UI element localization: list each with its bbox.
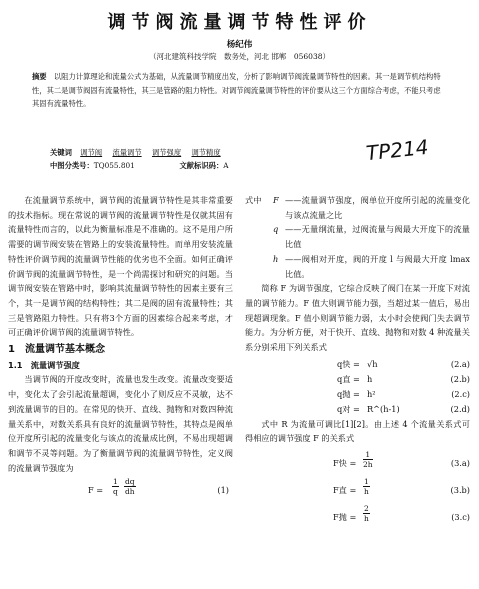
intro-paragraph: 在流量调节系统中，调节阀的流量调节特性是其非常重要的技术指标。现在常说的调节阀的流量调节特性是仅就其固有流量特性而言的，以此为衡量标准是不准确的。这不是用户所需要的调节阀安装在管路上的安装流量特性。而单用安装流量特性评价调节阀的流量调节性能的优劣也不全面。如何正确评价调节阀的流量调节特性，是一个尚需探讨和研究的问题。当调节阀安装在管路中时，影响其流量调节特性的因素主要有三个，其一是调节阀的结构特性；其二是阀的固有流量特性；其三是管路阻力特性。只有将3个方面的因素综合起来考虑，才可正确评价调节阀的流量调节特性。 [8, 195, 233, 338]
left-column [8, 193, 233, 501]
handwritten-annotation: TP214 [364, 134, 430, 166]
equation-1 [8, 477, 233, 501]
equation-2a: q快 = √h (2.a) [337, 358, 470, 369]
classification-line [50, 161, 229, 171]
doc-code-label: 文献标识码： [179, 161, 224, 170]
paper-title: 调节阀流量调节特性评价 [107, 12, 372, 33]
body-paragraph: 简称 F 为调节强度，它综合反映了阀门在某一开度下对流量的调节能力。F 值大则调节能力强，当超过某一值后，易出现超调现象。F 值小则调节能力弱，太小时会使阀门失去调节能力。为分析方便，对于快开、直线、抛物和对数 4 种流量关系分别采用下列关系式 [245, 283, 470, 353]
equation-fraction: $\frac{dq}{dh}$ [124, 477, 135, 497]
keyword-item: 流量调节 [112, 148, 142, 157]
equation-3c: F抛 = $\frac{2}{h}$ (3.c) [333, 504, 470, 524]
body-paragraph: 式中 R 为流量可调比[1][2]。由上述 4 个流量关系式可得相应的调节强度 F 的关系式 [245, 418, 470, 444]
definition-q: q ——无量纲流量，过阀流量与阀最大开度下的流量比值 [273, 224, 470, 250]
definition-h: h ——阀相对开度，阀的开度 l 与阀最大开度 lmax 比值。 [273, 253, 470, 279]
abstract-block [32, 70, 447, 111]
author-name: 杨纪伟 [226, 40, 253, 50]
right-column [245, 193, 470, 530]
keyword-item: 调节阀 [80, 148, 103, 157]
section-heading: 1 流量调节基本概念 [8, 344, 105, 356]
abstract-text: 以阻力计算理论和流量公式为基础，从流量调节精度出发，分析了影响调节阀流量调节特性的因素。其一是调节机结构特性，其二是调节阀固有流量特性，其三是管路的阻力特性。对调节阀流量调节特性的评价要从这三个方面综合考虑，不能只考虑其固有流量特性。 [32, 72, 441, 108]
keyword-item: 调节强度 [151, 148, 182, 157]
definition-F: 式中 F ——流量调节强度，阀单位开度所引起的流量变化与该点流量之比 [245, 195, 470, 220]
equation-3a: F快 = $\frac{1}{2h}$ (3.a) [333, 450, 470, 470]
equation-2c: q抛 = h² (2.c) [337, 388, 470, 399]
subsection-heading: 1.1 流量调节强度 [8, 359, 80, 370]
doc-code-value: A [223, 161, 229, 170]
body-paragraph: 当调节阀的开度改变时，流量也发生改变。流量改变要适中，变化太了会引起流量超调，变化小了则反应不灵敏，达不到流量调节的目的。在常见的快开、直线、抛物和对数四种流量关系中，对数关系具有良好的流量调节特性，其特点是阀单位开度所引起的流量变化与该点的流量成比例，不易出现超调和调节不灵等问题。为了衡量调节阀的流量调节特性，定义阀的流量调节强度为 [8, 374, 233, 473]
equation-lhs: F = [88, 485, 104, 496]
abstract-label: 摘要 [32, 72, 47, 81]
author-affiliation: （河北建筑科技学院 数务处，河北 邯郸 056038） [148, 52, 330, 61]
keywords-line [50, 148, 229, 158]
clc-label: 中图分类号： [50, 161, 94, 170]
equation-group-3 [245, 446, 470, 530]
equation-2b: q直 = h (2.b) [337, 373, 470, 384]
keywords-label: 关键词 [50, 148, 72, 157]
equation-group-2 [245, 355, 470, 417]
equation-fraction: $\frac{1}{q}$ [112, 477, 118, 497]
equation-number: (1) [217, 485, 229, 496]
equation-2d: q对 = R^(h-1) (2.d) [337, 403, 470, 414]
clc-value: TQ055.801 [93, 161, 135, 170]
keyword-item: 调节精度 [191, 148, 221, 157]
equation-3b: F直 = $\frac{1}{h}$ (3.b) [333, 477, 470, 497]
